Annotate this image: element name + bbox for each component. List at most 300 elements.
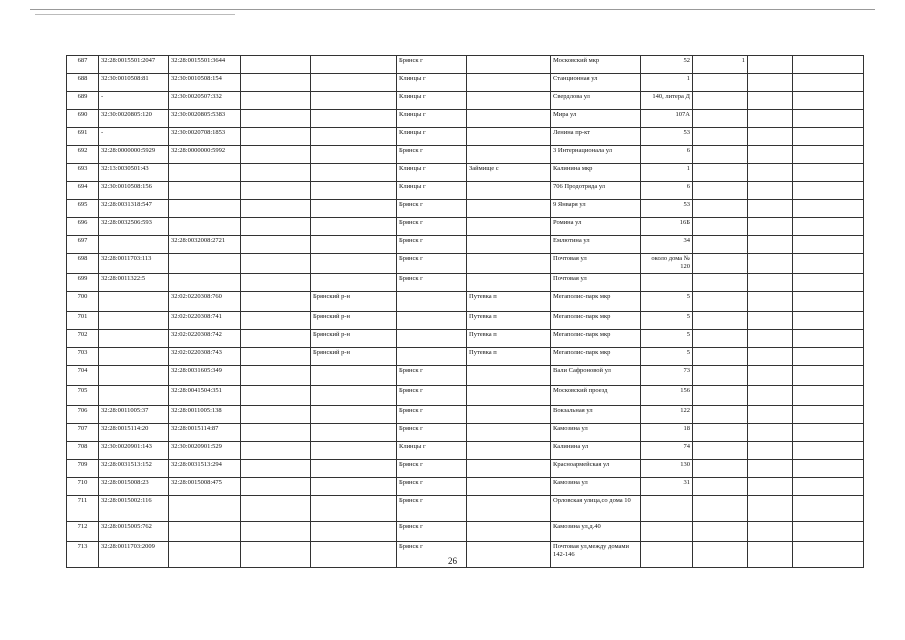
cadastral-number-land: 32:30:0020901:143 (99, 442, 169, 460)
cadastral-number-land: - (99, 128, 169, 146)
settlement: Путевка п (467, 348, 551, 366)
house-number: 156 (641, 386, 693, 406)
city: Клинцы г (397, 110, 467, 128)
row-number: 693 (67, 164, 99, 182)
cadastral-number-land (99, 292, 169, 312)
city: Брянск г (397, 200, 467, 218)
table-row (67, 200, 864, 218)
cadastral-number-building: 32:28:0031513:294 (169, 460, 241, 478)
col-blank-a (241, 406, 311, 424)
table-row (67, 182, 864, 200)
col-blank-c (793, 292, 864, 312)
settlement (467, 236, 551, 254)
cadastral-number-building: 32:28:0041504:351 (169, 386, 241, 406)
col-value-a (693, 312, 748, 330)
street: Почтовая ул (551, 254, 641, 274)
cadastral-number-land: 32:28:0011005:37 (99, 406, 169, 424)
col-blank-a (241, 164, 311, 182)
city: Брянск г (397, 254, 467, 274)
cadastral-number-land: 32:30:0010508:156 (99, 182, 169, 200)
cadastral-number-building: 32:28:0015501:3644 (169, 56, 241, 74)
col-blank-b (748, 200, 793, 218)
col-value-a (693, 424, 748, 442)
col-blank-c (793, 74, 864, 92)
street: Мегаполис-парк мкр (551, 292, 641, 312)
cadastral-number-land (99, 386, 169, 406)
settlement (467, 128, 551, 146)
col-value-a (693, 366, 748, 386)
col-blank-b (748, 236, 793, 254)
col-blank-b (748, 128, 793, 146)
district (311, 460, 397, 478)
col-blank-b (748, 110, 793, 128)
col-value-a (693, 218, 748, 236)
row-number: 694 (67, 182, 99, 200)
row-number: 691 (67, 128, 99, 146)
settlement (467, 274, 551, 292)
col-blank-c (793, 442, 864, 460)
street: Красноармейская ул (551, 460, 641, 478)
table-row (67, 348, 864, 366)
settlement: Займище с (467, 164, 551, 182)
street: Свердлова ул (551, 92, 641, 110)
col-value-a (693, 164, 748, 182)
col-value-a (693, 236, 748, 254)
street: Мира ул (551, 110, 641, 128)
col-blank-b (748, 348, 793, 366)
settlement (467, 478, 551, 496)
city (397, 348, 467, 366)
row-number: 700 (67, 292, 99, 312)
row-number: 695 (67, 200, 99, 218)
cadastral-number-land (99, 348, 169, 366)
table-row (67, 460, 864, 478)
settlement (467, 200, 551, 218)
house-number: 6 (641, 146, 693, 164)
city: Брянск г (397, 522, 467, 542)
col-blank-a (241, 460, 311, 478)
col-blank-a (241, 442, 311, 460)
cadastral-number-land: 32:28:0000000:5929 (99, 146, 169, 164)
col-value-a (693, 274, 748, 292)
col-value-a (693, 254, 748, 274)
col-blank-a (241, 274, 311, 292)
col-blank-a (241, 386, 311, 406)
cadastral-number-building (169, 182, 241, 200)
settlement (467, 110, 551, 128)
row-number: 709 (67, 460, 99, 478)
cadastral-number-building (169, 254, 241, 274)
col-blank-b (748, 56, 793, 74)
settlement (467, 522, 551, 542)
col-blank-a (241, 218, 311, 236)
settlement (467, 496, 551, 522)
settlement (467, 460, 551, 478)
house-number: 5 (641, 330, 693, 348)
cadastral-number-land: 32:28:0015501:2047 (99, 56, 169, 74)
city (397, 312, 467, 330)
table-row (67, 274, 864, 292)
col-blank-b (748, 330, 793, 348)
district (311, 110, 397, 128)
cadastral-number-land: 32:28:0015114:20 (99, 424, 169, 442)
house-number (641, 274, 693, 292)
cadastral-number-building: 32:02:0220308:743 (169, 348, 241, 366)
district: Брянский р-н (311, 330, 397, 348)
cadastral-number-building: 32:30:0020708:1853 (169, 128, 241, 146)
row-number: 687 (67, 56, 99, 74)
col-value-a (693, 442, 748, 460)
scan-top-line-short (35, 14, 235, 15)
cadastral-number-building: 32:30:0010508:154 (169, 74, 241, 92)
city: Брянск г (397, 460, 467, 478)
house-number: 53 (641, 200, 693, 218)
street: Орловская улица,со дома 10 (551, 496, 641, 522)
col-blank-a (241, 74, 311, 92)
col-blank-c (793, 330, 864, 348)
col-blank-b (748, 182, 793, 200)
col-blank-a (241, 312, 311, 330)
row-number: 710 (67, 478, 99, 496)
city: Клинцы г (397, 182, 467, 200)
cadastral-number-building (169, 164, 241, 182)
col-blank-c (793, 496, 864, 522)
col-value-a (693, 386, 748, 406)
table-row (67, 292, 864, 312)
col-blank-a (241, 424, 311, 442)
cadastral-number-building (169, 200, 241, 218)
row-number: 706 (67, 406, 99, 424)
city: Брянск г (397, 542, 467, 568)
col-blank-b (748, 146, 793, 164)
settlement (467, 442, 551, 460)
row-number: 705 (67, 386, 99, 406)
cadastral-number-land (99, 330, 169, 348)
district (311, 182, 397, 200)
row-number: 699 (67, 274, 99, 292)
house-number: 74 (641, 442, 693, 460)
cadastral-number-building: 32:28:0031605:349 (169, 366, 241, 386)
settlement (467, 386, 551, 406)
city: Клинцы г (397, 74, 467, 92)
house-number: 130 (641, 460, 693, 478)
cadastral-number-building: 32:28:0000000:5992 (169, 146, 241, 164)
table-row (67, 164, 864, 182)
cadastral-number-building (169, 218, 241, 236)
district (311, 424, 397, 442)
cadastral-number-land: 32:30:0010508:81 (99, 74, 169, 92)
col-blank-c (793, 56, 864, 74)
row-number: 712 (67, 522, 99, 542)
house-number: 140, литера Д (641, 92, 693, 110)
table-row (67, 146, 864, 164)
house-number: 18 (641, 424, 693, 442)
settlement: Путевка п (467, 330, 551, 348)
col-value-a (693, 200, 748, 218)
col-value-a (693, 182, 748, 200)
row-number: 711 (67, 496, 99, 522)
settlement (467, 92, 551, 110)
row-number: 690 (67, 110, 99, 128)
col-blank-b (748, 496, 793, 522)
table-row (67, 424, 864, 442)
cadastral-number-land: 32:30:0020805:120 (99, 110, 169, 128)
house-number: 5 (641, 312, 693, 330)
house-number: 122 (641, 406, 693, 424)
cadastral-number-building (169, 496, 241, 522)
district: Брянский р-н (311, 348, 397, 366)
col-blank-b (748, 274, 793, 292)
house-number: 73 (641, 366, 693, 386)
settlement (467, 56, 551, 74)
street: Московский проезд (551, 386, 641, 406)
table-row (67, 366, 864, 386)
scan-top-line (30, 9, 875, 10)
row-number: 688 (67, 74, 99, 92)
col-blank-c (793, 386, 864, 406)
cadastral-number-land: 32:28:0031513:152 (99, 460, 169, 478)
col-blank-b (748, 478, 793, 496)
street: Камозина ул,д.40 (551, 522, 641, 542)
city: Брянск г (397, 56, 467, 74)
cadastral-number-land: 32:28:0015005:762 (99, 522, 169, 542)
cadastral-number-building: 32:02:0220308:760 (169, 292, 241, 312)
cadastral-number-building (169, 522, 241, 542)
col-value-a (693, 92, 748, 110)
col-blank-c (793, 236, 864, 254)
district: Брянский р-н (311, 292, 397, 312)
cadastral-number-land: 32:28:0015008:23 (99, 478, 169, 496)
col-blank-a (241, 92, 311, 110)
row-number: 703 (67, 348, 99, 366)
street: Вали Сафроновой ул (551, 366, 641, 386)
cadastral-number-land (99, 312, 169, 330)
street: Почтовая ул (551, 274, 641, 292)
cadastral-number-building: 32:02:0220308:742 (169, 330, 241, 348)
street: Камозина ул (551, 424, 641, 442)
district (311, 254, 397, 274)
house-number: 16Б (641, 218, 693, 236)
house-number: 5 (641, 348, 693, 366)
cadastral-number-land: 32:28:0032506:593 (99, 218, 169, 236)
cadastral-number-land: 32:28:0011703:113 (99, 254, 169, 274)
row-number: 697 (67, 236, 99, 254)
district (311, 496, 397, 522)
col-value-a (693, 348, 748, 366)
cadastral-number-building: 32:28:0015008:475 (169, 478, 241, 496)
street: Московский мкр (551, 56, 641, 74)
col-blank-c (793, 366, 864, 386)
col-blank-b (748, 442, 793, 460)
cadastral-number-land (99, 366, 169, 386)
table-row (67, 442, 864, 460)
district (311, 74, 397, 92)
col-value-a (693, 292, 748, 312)
house-number: 6 (641, 182, 693, 200)
street: Станционная ул (551, 74, 641, 92)
settlement (467, 218, 551, 236)
col-blank-a (241, 110, 311, 128)
col-blank-b (748, 460, 793, 478)
col-value-a: 1 (693, 56, 748, 74)
row-number: 713 (67, 542, 99, 568)
house-number: около дома № 120 (641, 254, 693, 274)
col-blank-a (241, 236, 311, 254)
col-blank-c (793, 406, 864, 424)
city: Брянск г (397, 496, 467, 522)
city: Брянск г (397, 236, 467, 254)
col-blank-b (748, 164, 793, 182)
street: 9 Января ул (551, 200, 641, 218)
table-row (67, 254, 864, 274)
street: Камозина ул (551, 478, 641, 496)
table-row (67, 218, 864, 236)
col-blank-c (793, 146, 864, 164)
col-blank-c (793, 92, 864, 110)
house-number: 34 (641, 236, 693, 254)
street: Емлютина ул (551, 236, 641, 254)
city (397, 330, 467, 348)
table-row (67, 236, 864, 254)
row-number: 708 (67, 442, 99, 460)
col-value-a (693, 128, 748, 146)
col-blank-c (793, 110, 864, 128)
cadastral-number-building: 32:30:0020507:332 (169, 92, 241, 110)
settlement (467, 146, 551, 164)
cadastral-number-land (99, 236, 169, 254)
col-blank-a (241, 146, 311, 164)
city: Брянск г (397, 406, 467, 424)
col-blank-c (793, 460, 864, 478)
district (311, 478, 397, 496)
col-blank-b (748, 386, 793, 406)
cadastral-number-building: 32:02:0220308:741 (169, 312, 241, 330)
cadastral-number-land: 32:28:0011703:2009 (99, 542, 169, 568)
row-number: 692 (67, 146, 99, 164)
house-number: 107А (641, 110, 693, 128)
col-value-a (693, 330, 748, 348)
table-row (67, 312, 864, 330)
table-row (67, 92, 864, 110)
city: Брянск г (397, 146, 467, 164)
district (311, 146, 397, 164)
city: Клинцы г (397, 442, 467, 460)
cadastral-number-land: 32:28:0011322:5 (99, 274, 169, 292)
col-blank-c (793, 478, 864, 496)
city: Брянск г (397, 366, 467, 386)
district (311, 128, 397, 146)
col-blank-c (793, 254, 864, 274)
col-blank-b (748, 366, 793, 386)
col-blank-c (793, 348, 864, 366)
house-number: 52 (641, 56, 693, 74)
city: Брянск г (397, 386, 467, 406)
district (311, 406, 397, 424)
house-number: 1 (641, 74, 693, 92)
col-blank-c (793, 200, 864, 218)
cadastral-number-land: 32:28:0015002:116 (99, 496, 169, 522)
district: Брянский р-н (311, 312, 397, 330)
house-number: 53 (641, 128, 693, 146)
col-blank-a (241, 200, 311, 218)
table-row (67, 522, 864, 542)
col-value-a (693, 460, 748, 478)
table-row (67, 128, 864, 146)
street: Калинина ул (551, 442, 641, 460)
street: Мегаполис-парк мкр (551, 330, 641, 348)
col-value-a (693, 522, 748, 542)
col-blank-a (241, 366, 311, 386)
district (311, 236, 397, 254)
street: 3 Интернационала ул (551, 146, 641, 164)
house-number: 31 (641, 478, 693, 496)
district (311, 218, 397, 236)
city: Брянск г (397, 424, 467, 442)
col-blank-a (241, 182, 311, 200)
table-row (67, 386, 864, 406)
district (311, 56, 397, 74)
col-value-a (693, 146, 748, 164)
row-number: 696 (67, 218, 99, 236)
table-row (67, 478, 864, 496)
col-blank-c (793, 218, 864, 236)
cadastral-number-land: 32:13:0030501:43 (99, 164, 169, 182)
street: Вокзальная ул (551, 406, 641, 424)
col-value-a (693, 74, 748, 92)
col-blank-a (241, 348, 311, 366)
row-number: 704 (67, 366, 99, 386)
col-value-a (693, 496, 748, 522)
col-blank-b (748, 292, 793, 312)
city: Клинцы г (397, 164, 467, 182)
col-blank-b (748, 92, 793, 110)
cadastral-number-building: 32:28:0015114:87 (169, 424, 241, 442)
district (311, 164, 397, 182)
col-blank-c (793, 522, 864, 542)
city: Брянск г (397, 478, 467, 496)
cadastral-number-building (169, 274, 241, 292)
col-blank-a (241, 522, 311, 542)
street: Ленина пр-кт (551, 128, 641, 146)
col-blank-b (748, 312, 793, 330)
cadastral-number-land: - (99, 92, 169, 110)
table-row (67, 406, 864, 424)
district (311, 522, 397, 542)
col-blank-b (748, 74, 793, 92)
col-blank-a (241, 56, 311, 74)
cadastral-number-land: 32:28:0031318:547 (99, 200, 169, 218)
settlement (467, 182, 551, 200)
city (397, 292, 467, 312)
house-number (641, 496, 693, 522)
col-blank-c (793, 274, 864, 292)
table-row (67, 74, 864, 92)
row-number: 701 (67, 312, 99, 330)
table-row (67, 56, 864, 74)
district (311, 200, 397, 218)
col-blank-a (241, 292, 311, 312)
cadastral-number-building: 32:28:0032008:2721 (169, 236, 241, 254)
street: Ромина ул (551, 218, 641, 236)
street: Почтовая ул,между домами 142-146 (551, 542, 641, 568)
street: 706 Продотряда ул (551, 182, 641, 200)
settlement (467, 366, 551, 386)
col-value-a (693, 478, 748, 496)
house-number: 1 (641, 164, 693, 182)
city: Клинцы г (397, 92, 467, 110)
col-blank-c (793, 128, 864, 146)
settlement (467, 74, 551, 92)
